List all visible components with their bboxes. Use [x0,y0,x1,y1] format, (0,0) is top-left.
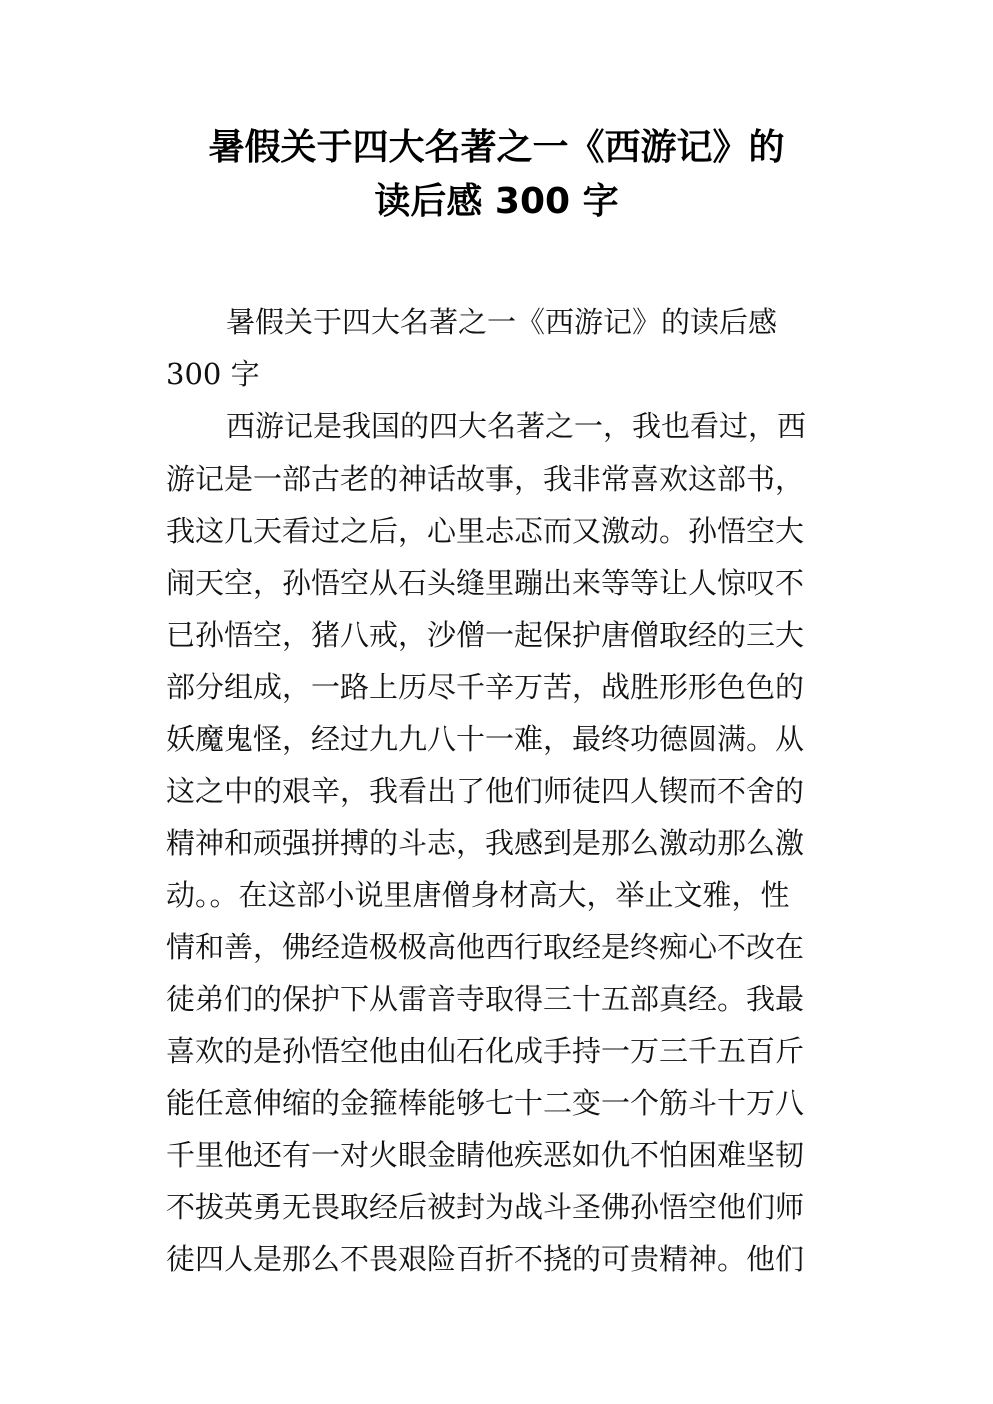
body-line: 部分组成，一路上历尽千辛万苦，战胜形形色色的 [166,670,805,704]
body-line: 徒四人是那么不畏艰险百折不挠的可贵精神。他们 [166,1242,805,1276]
body-line: 动。。在这部小说里唐僧身材高大，举止文雅，性 [166,878,790,912]
body-line: 千里他还有一对火眼金睛他疾恶如仇不怕困难坚韧 [166,1138,805,1172]
body-line: 我这几天看过之后，心里忐忑而又激动。孙悟空大 [166,514,805,548]
document-title-line-1: 暑假关于四大名著之一《西游记》的 [208,127,785,168]
body-line: 这之中的艰辛，我看出了他们师徒四人锲而不舍的 [166,774,805,808]
body-line: 西游记是我国的四大名著之一，我也看过，西 [226,409,807,443]
body-line: 妖魔鬼怪，经过九九八十一难，最终功德圆满。从 [166,722,805,756]
body-line: 闹天空，孙悟空从石头缝里蹦出来等等让人惊叹不 [166,566,805,600]
body-line: 徒弟们的保护下从雷音寺取得三十五部真经。我最 [166,982,805,1016]
document-title-line-2: 读后感 300 字 [374,181,619,222]
body-line: 已孙悟空，猪八戒，沙僧一起保护唐僧取经的三大 [166,618,805,652]
body-line: 情和善，佛经造极极高他西行取经是终痴心不改在 [166,930,805,964]
body-line: 不拔英勇无畏取经后被封为战斗圣佛孙悟空他们师 [166,1190,805,1224]
body-line: 喜欢的是孙悟空他由仙石化成手持一万三千五百斤 [166,1034,805,1068]
body-line: 300 字 [166,357,260,391]
body-line: 能任意伸缩的金箍棒能够七十二变一个筋斗十万八 [166,1086,805,1120]
body-line: 游记是一部古老的神话故事，我非常喜欢这部书， [166,462,805,496]
body-line: 精神和顽强拼搏的斗志，我感到是那么激动那么激 [166,826,805,860]
body-line: 暑假关于四大名著之一《西游记》的读后感 [226,305,778,339]
